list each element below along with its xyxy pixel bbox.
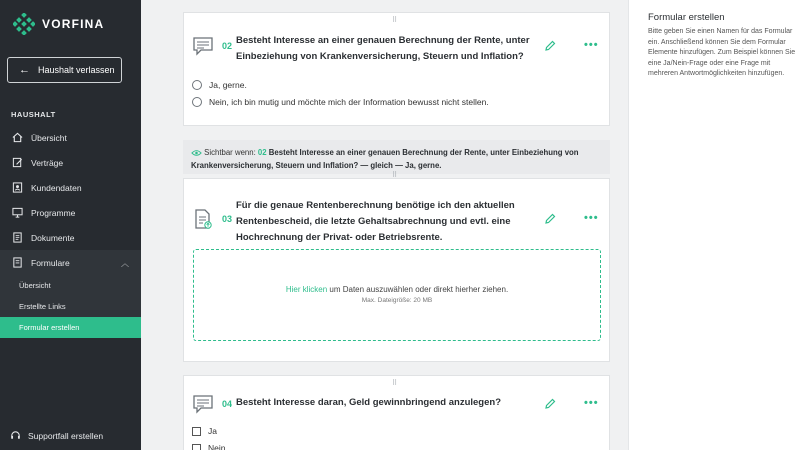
brand-name: VORFINA (42, 17, 105, 31)
leave-household-label: Haushalt verlassen (38, 65, 115, 75)
sidebar-item-label: Kundendaten (31, 182, 82, 193)
chevron-up-icon: ︿ (121, 259, 129, 268)
dropzone-max-size: Max. Dateigröße: 20 MB (361, 297, 433, 304)
question-text-line: Rentenbescheid, die letzte Gehaltsabrechnung und evtl. eine (236, 216, 511, 227)
pencil-icon[interactable] (544, 213, 556, 225)
contract-icon (12, 157, 23, 168)
sidebar-item-label: Formulare (31, 257, 70, 268)
checkbox-option[interactable] (192, 443, 225, 450)
option-label: Ja, gerne. (209, 80, 247, 90)
pencil-icon[interactable] (544, 398, 556, 410)
info-panel-text: Bitte geben Sie einen Namen für das Formular ein. Anschließend können Sie dem Formular Elemente hinzufügen. Zum Beispiel können Sie eine Ja/Nein-Frage oder eine Frage mit mehreren Antwortmöglichkeiten hinzufügen. (648, 28, 796, 77)
more-options-icon[interactable]: ••• (584, 212, 599, 224)
option-label: Nein (208, 443, 226, 450)
dropzone-instruction: um Daten auszuwählen oder direkt hierher ziehen. (329, 285, 509, 294)
drag-handle-icon[interactable]: ⠿ (392, 380, 399, 387)
question-text (236, 198, 515, 246)
question-card-04[interactable] (183, 375, 610, 450)
house-icon (12, 132, 23, 143)
sidebar-item-uebersicht[interactable] (0, 125, 141, 150)
sidebar-subitem-formular-erstellen[interactable]: Formular erstellen (0, 317, 141, 338)
question-text (236, 33, 530, 65)
question-card-03[interactable] (183, 172, 610, 362)
question-number: 02 (222, 41, 233, 51)
logo[interactable] (13, 13, 104, 35)
sidebar-item-programme[interactable] (0, 200, 141, 225)
condition-question: Besteht Interesse an einer genauen Berechnung der Rente, unter Einbeziehung von Krankenversicherung, Steuern und Inflation? (191, 148, 579, 170)
more-options-icon[interactable]: ••• (584, 397, 599, 409)
sidebar-item-label: Dokumente (31, 232, 75, 243)
sidebar-subitem-erstellte-links[interactable]: Erstellte Links (19, 302, 66, 311)
dropzone-link[interactable]: Hier klicken (285, 285, 328, 294)
headset-icon (10, 430, 21, 441)
section-title: HAUSHALT (11, 110, 56, 119)
info-panel (628, 0, 800, 450)
condition-prefix: Sichtbar wenn: (204, 148, 256, 157)
question-chat-icon (192, 394, 214, 414)
option-label: Ja (208, 426, 217, 436)
checkbox-option[interactable] (192, 426, 217, 436)
checkbox[interactable] (192, 444, 201, 450)
condition-value: Ja, gerne. (405, 161, 442, 170)
file-dropzone[interactable] (193, 249, 601, 341)
question-number: 03 (222, 214, 233, 224)
question-number: 04 (222, 399, 233, 409)
leave-household-button[interactable] (7, 57, 122, 83)
sidebar (0, 0, 141, 450)
sidebar-submenu (0, 275, 141, 338)
drag-handle-icon[interactable]: ⠿ (392, 17, 399, 24)
option-label: Nein, ich bin mutig und möchte mich der Information bewusst nicht stellen. (209, 97, 489, 107)
sidebar-item-formulare[interactable] (0, 250, 141, 275)
question-text-line: Besteht Interesse daran, Geld gewinnbringend anzulegen? (236, 397, 501, 408)
sidebar-item-kundendaten[interactable] (0, 175, 141, 200)
document-icon (12, 232, 23, 243)
sidebar-item-dokumente[interactable] (0, 225, 141, 250)
sidebar-item-label: Verträge (31, 157, 64, 168)
question-text-line: Besteht Interesse an einer genauen Berechnung der Rente, unter (236, 35, 530, 46)
visibility-condition (183, 140, 610, 174)
more-options-icon[interactable]: ••• (584, 39, 599, 51)
radio-button[interactable] (192, 97, 202, 107)
question-text-line: Für die genaue Rentenberechnung benötige ich den aktuellen (236, 200, 515, 211)
sidebar-item-vertraege[interactable] (0, 150, 141, 175)
checkbox[interactable] (192, 427, 201, 436)
arrow-left-icon: ← (19, 64, 30, 76)
support-label: Supportfall erstellen (28, 430, 104, 441)
monitor-icon (12, 207, 23, 218)
eye-icon (191, 149, 202, 157)
condition-operator: — gleich — (360, 161, 403, 170)
sidebar-nav (0, 125, 141, 338)
form-editor (141, 0, 628, 450)
logo-mark-icon (13, 13, 35, 35)
question-text-line: Hochrechnung der Privat- oder Betriebsrente. (236, 232, 443, 243)
sidebar-subitem-uebersicht[interactable]: Übersicht (19, 281, 51, 290)
file-upload-icon (192, 209, 214, 229)
info-panel-title: Formular erstellen (648, 12, 725, 23)
question-text-line: Einbeziehung von Krankenversicherung, Steuern und Inflation? (236, 51, 524, 62)
condition-question-number: 02 (257, 148, 267, 157)
sidebar-item-label: Übersicht (31, 132, 67, 143)
radio-option[interactable] (192, 97, 489, 107)
support-button[interactable] (10, 430, 103, 441)
form-icon (12, 257, 23, 268)
question-card-02[interactable] (183, 12, 610, 126)
radio-button[interactable] (192, 80, 202, 90)
question-chat-icon (192, 36, 214, 56)
pencil-icon[interactable] (544, 40, 556, 52)
person-card-icon (12, 182, 23, 193)
drag-handle-icon[interactable]: ⠿ (392, 172, 399, 179)
dropzone-text (194, 285, 600, 294)
question-text (236, 395, 501, 411)
sidebar-item-label: Programme (31, 207, 76, 218)
radio-option[interactable] (192, 80, 247, 90)
